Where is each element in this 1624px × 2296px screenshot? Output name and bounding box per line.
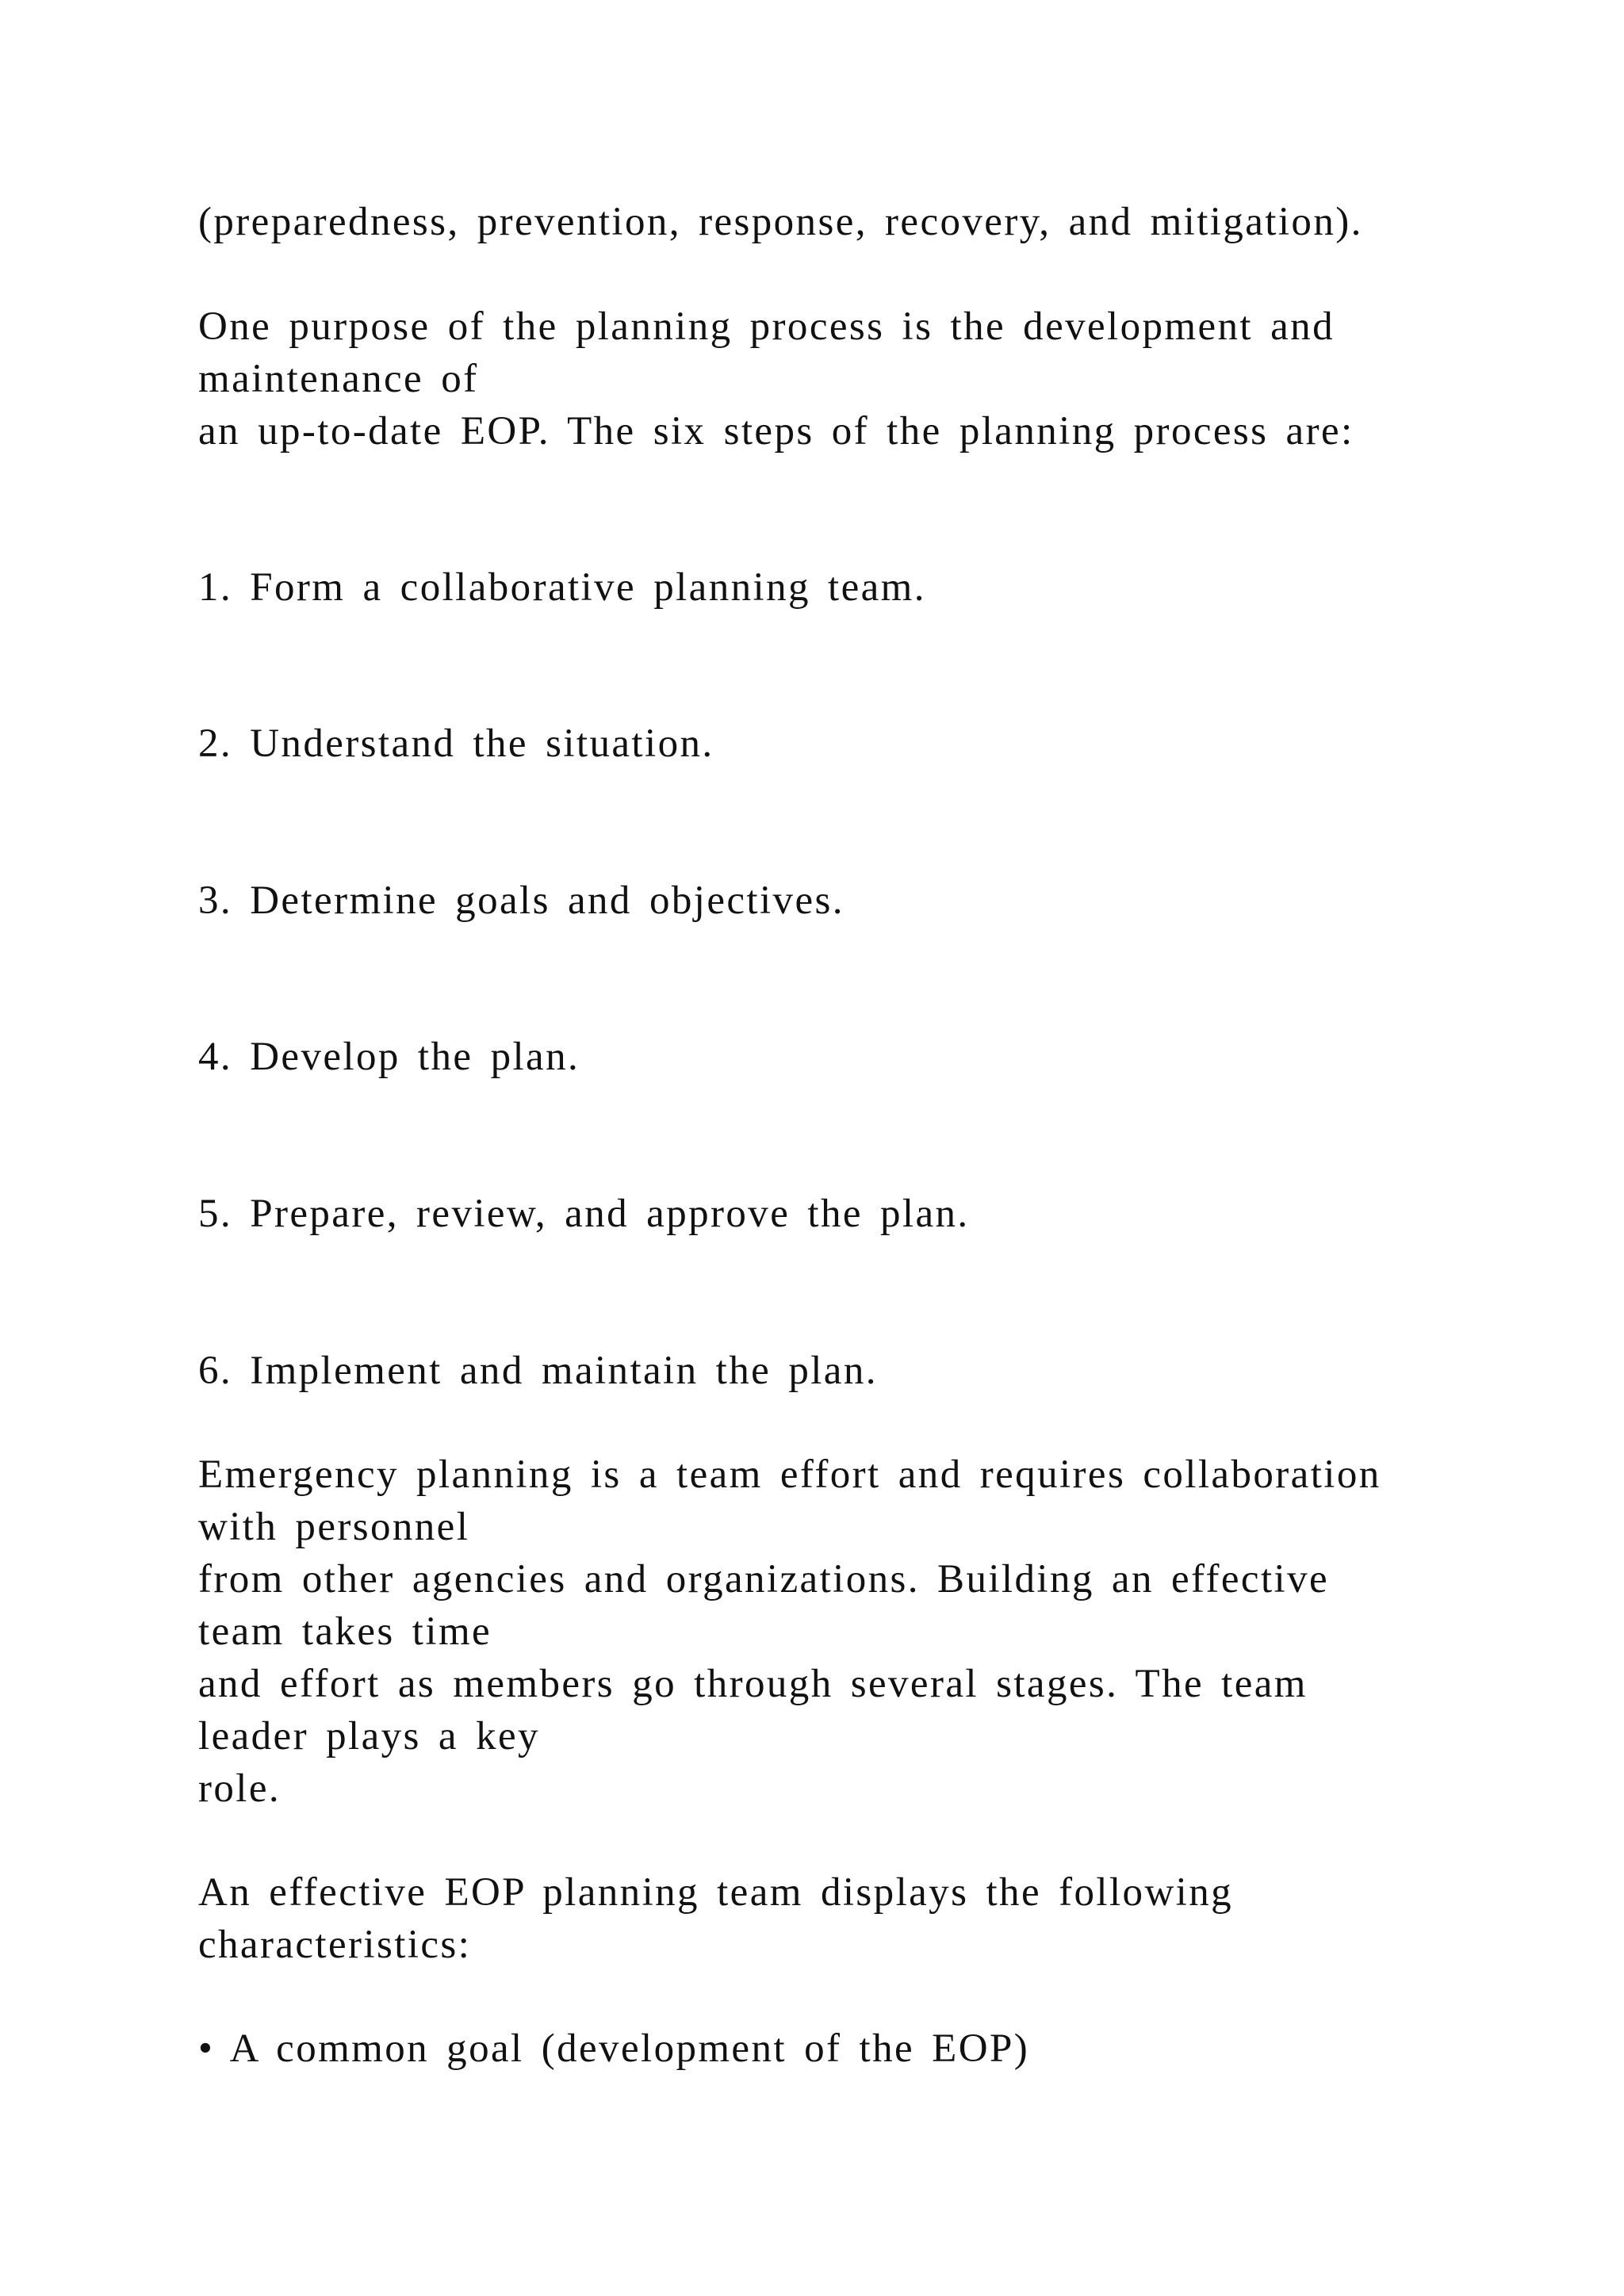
purpose-paragraph-line-1: One purpose of the planning process is the development and: [198, 304, 1335, 349]
teamwork-paragraph-line-1: Emergency planning is a team effort and requires collaboration: [198, 1452, 1381, 1497]
characteristics-intro-line-1: An effective EOP planning team displays the following: [198, 1870, 1234, 1915]
characteristics-intro-line-2: characteristics:: [198, 1923, 472, 1967]
teamwork-paragraph-line-2: with personnel: [198, 1505, 470, 1549]
teamwork-paragraph-line-7: role.: [198, 1766, 282, 1811]
purpose-paragraph-line-2: maintenance of: [198, 357, 479, 401]
teamwork-paragraph-line-3: from other agencies and organizations. Building an effective: [198, 1557, 1330, 1601]
characteristic-bullet-1: • A common goal (development of the EOP): [198, 2026, 1030, 2071]
teamwork-paragraph-line-5: and effort as members go through several stages. The team: [198, 1662, 1308, 1706]
step-2: 2. Understand the situation.: [198, 721, 714, 766]
step-3: 3. Determine goals and objectives.: [198, 878, 845, 923]
teamwork-paragraph-line-4: team takes time: [198, 1609, 492, 1654]
purpose-paragraph-line-3: an up-to-date EOP. The six steps of the planning process are:: [198, 409, 1354, 453]
step-6: 6. Implement and maintain the plan.: [198, 1349, 878, 1393]
step-4: 4. Develop the plan.: [198, 1035, 580, 1079]
teamwork-paragraph-line-6: leader plays a key: [198, 1714, 540, 1758]
step-1: 1. Form a collaborative planning team.: [198, 565, 926, 610]
intro-line: (preparedness, prevention, response, recovery, and mitigation).: [198, 200, 1363, 244]
step-5: 5. Prepare, review, and approve the plan.: [198, 1192, 970, 1236]
